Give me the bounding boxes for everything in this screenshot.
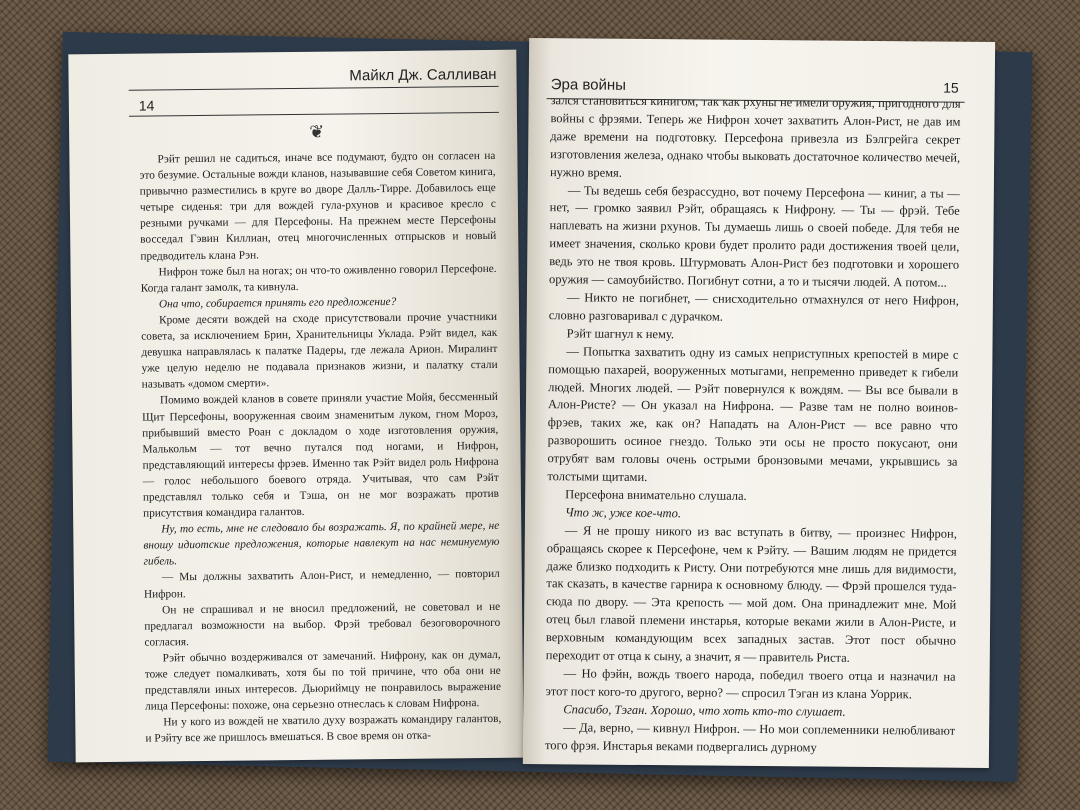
- paragraph: — Да, верно, — кивнул Нифрон. — Но мои соплеменники нелюбливают того фрэя. Инстарья веками подвергались дурному: [544, 720, 956, 755]
- paragraph: Нифрон тоже был на ногах; он что-то оживленно говорил Персефоне. Когда галант замолк, та кивнула.: [140, 262, 497, 295]
- ornament-icon: ❦: [309, 121, 325, 142]
- header-rule: [129, 86, 499, 91]
- left-page-header: [68, 54, 516, 114]
- paragraph: Ну, то есть, мне не следовало бы возражать. Я, по крайней мере, не вношу идиотские предложения, которые навлекут на нас неминуемую гибель.: [143, 520, 500, 568]
- right-page-number: 15: [943, 79, 959, 96]
- right-running-title: Эра войны: [550, 76, 627, 94]
- left-page-text: [139, 148, 501, 747]
- paragraph: — Но фэйн, вождь твоего народа, победил твоего отца и назначил на этот пост кого-то другого, верно? — спросил Тэган из клана Уоррик.: [545, 666, 956, 702]
- paragraph: Рэйт решил не садиться, иначе все подумают, будто он согласен на это безумие. Остальные вожди кланов, называвшие себя Советом кинига, привычно разместились в круге во дворе Далль-Тирре. Добавилось еще четыре сиденья: три для вождей гула-рхунов и красивое кресло с резными ручками — для Персефоны. На прежнем месте Персефоны восседал Гэвин Киллиан, отец многочисленных отпрысков и новый предводитель клана Рэн.: [139, 149, 497, 263]
- paragraph: Спасибо, Тэган. Хорошо, что хоть кто-то слушает.: [563, 702, 846, 719]
- paragraph: Помимо вождей кланов в совете приняли участие Мойя, бессменный Щит Персефоны, вооруженная своим знаменитым луком, гном Мороз, прибывший вместо Роан с докладом о ходе изготовления оружия, Малькольм — тот вечно путался под ногами, и Нифрон, представляющий интересы фрэев. Именно так Рэйт видел роль Нифрона — голос небольшого боевого отряда. Учитывая, что сам Рэйт представлял только себя и Тэша, он не мог возражать против присутствия командира галантов.: [142, 391, 499, 520]
- right-page: [523, 38, 995, 768]
- paragraph: Рэйт обычно воздерживался от замечаний. Нифрону, как он думал, тоже следует помалкивать, хотя бы по той причине, что оба они не представляли иных интересов. Дьюриймцу не понравилось выражение лица Персефоны: похоже, она серьезно отнеслась к словам Нифрона.: [144, 648, 502, 713]
- paragraph: — Я не прошу никого из вас вступать в битву, — произнес Нифрон, обращаясь скорее к Персефоне, чем к Рэйту. — Вашим людям не придется даже близко подходить к Ристу. Они потребуются мне лишь для видимости, так сказать, в качестве гарнира к основному блюду. — Фрэй прошелся туда-сюда по двору. — Эта крепость — мой дом. Она принадлежит мне. Мой отец был главой племени инстарья, которые веками жили в Алон-Ристе, и верховным командующим всех западных застав. Этот пост обычно переходит от отца к сыну, а значит, я — правитель Риста.: [545, 523, 957, 665]
- paragraph: Он не спрашивал и не вносил предложений, не советовал и не предлагал возможности на выбор. Фрэй требовал безоговорочного согласия.: [144, 600, 501, 649]
- left-page-number: 14: [138, 97, 155, 114]
- left-running-title: Майкл Дж. Салливан: [349, 65, 497, 85]
- paragraph: Она что, собирается принять его предложение?: [158, 295, 397, 311]
- paragraph: Что ж, уже кое-что.: [564, 505, 682, 521]
- paragraph: — Ты ведешь себя безрассудно, вот почему Персефона — киниг, а ты — нет, — громко заявил Рэйт, обращаясь к Нифрону. — Ты — фрэй. Тебе наплевать на жизни рхунов. Ты думаешь лишь о своей победе. Для тебя не имеет значения, сколько крови будет пролито ради достижения твоей цели, ведь это не твоя кровь. Штурмовать Алон-Рист без подготовки и хорошего оружия — самоубийство. Погибнут сотни, а то и тысячи людей. А потом...: [549, 182, 960, 290]
- paragraph: — Мы должны захватить Алон-Рист, и немедленно, — повторил Нифрон.: [143, 568, 500, 601]
- paragraph: Ни у кого из вождей не хватило духу возражать командиру галантов, и Рэйту все же пришлось вмешаться. В свое время он отка-: [145, 713, 502, 745]
- right-page-text: [545, 92, 961, 758]
- header-rule-lower: [129, 112, 499, 117]
- paragraph: Персефона внимательно слушала.: [565, 487, 747, 503]
- left-page: [68, 50, 523, 763]
- paragraph: — Никто не погибнет, — снисходительно отмахнулся от него Нифрон, словно разговаривал с дурачком.: [548, 290, 959, 324]
- paragraph: Рэйт шагнул к нему.: [566, 326, 675, 342]
- paragraph: зался становиться кинигом, так как рхуны не имели оружия, пригодного для войны с фрэями. Теперь же Нифрон хочет захватить Алон-Рист, не дав им даже времени на подготовку. Персефона привезла из Бэлгрейга секрет изготовления железа, однако чтобы выковать достаточное количество мечей, нужно время.: [549, 93, 961, 180]
- paragraph: Кроме десяти вождей на сходе присутствовали прочие участники совета, за исключением Брин, Хранительницы Уклада. Рэйт видел, как девушка направлялась к палатке Падеры, где лежала Арион. Миралинт уже целую неделю не подавала признаков жизни, и палатку стали называть «домом смерти».: [141, 310, 498, 391]
- paragraph: — Попытка захватить одну из самых неприступных крепостей в мире с помощью пахарей, вооруженных мотыгами, непременно приведет к гибели людей. Многих людей. — Рэйт повернулся к вождям. — Вы все бывали в Алон-Ристе? — Он указал на Нифрона. — Разве там не полно воинов-фрэев, таких же, как он? Нападать на Алон-Рист — все равно что разворошить осиное гнездо. Только эти осы не просто покусают, они отрубят вам головы очень острыми бронзовыми мечами, укрывшись за толстыми щитами.: [547, 344, 959, 485]
